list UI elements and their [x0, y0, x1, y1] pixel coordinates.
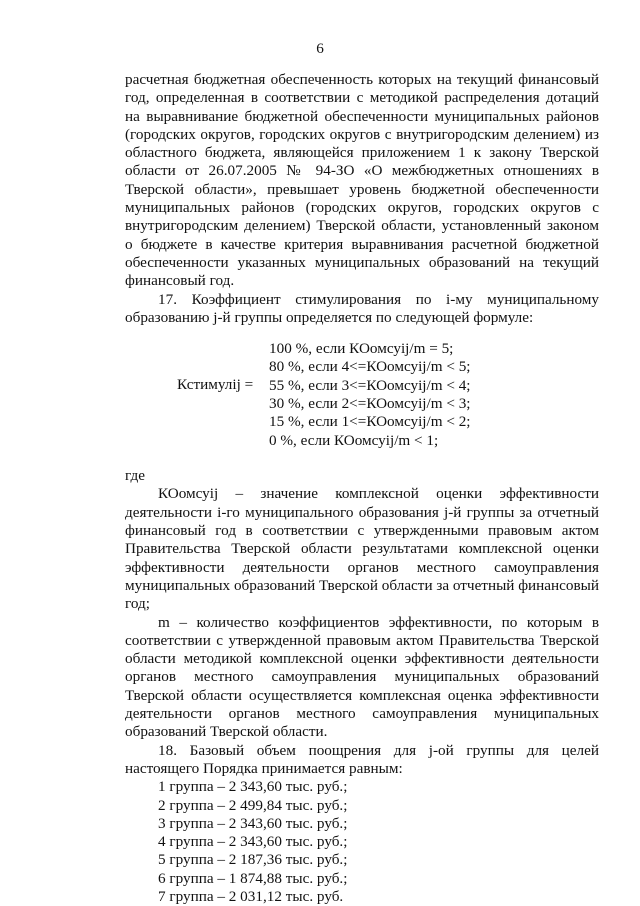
group-item: 1 группа – 2 343,60 тыс. руб.; — [158, 778, 348, 796]
where-label: где — [125, 467, 145, 485]
group-item: 2 группа – 2 499,84 тыс. руб.; — [158, 796, 348, 814]
formula-case: 15 %, если 1<=КОомсуij/m < 2; — [269, 413, 471, 431]
formula-case: 80 %, если 4<=КОомсуij/m < 5; — [269, 358, 471, 376]
group-item: 6 группа – 1 874,88 тыс. руб.; — [158, 869, 348, 887]
page-number: 6 — [316, 40, 324, 57]
formula-case: 100 %, если КОомсуij/m = 5; — [269, 340, 454, 358]
formula-lhs: Кстимулij = — [177, 376, 254, 394]
group-list — [125, 778, 599, 906]
paragraph-intro: расчетная бюджетная обеспеченность которых на текущий финансовый год, определенная в соответствии с методикой распределения дотаций на выравнивание бюджетной обеспеченности муниципальных районов (городских округов, городских округов с внутригородским делением) из областного бюджета, являющейся приложением 1 к закону Тверской области от 26.07.2005 № 94-ЗО «О межбюджетных отношениях в Тверской области», превышает уровень бюджетной обеспеченности муниципальных районов (городских округов, городских округов с внутригородским делением) Тверской области, установленный законом о бюджете в качестве критерия выравнивания расчетной бюджетной обеспеченности указанных муниципальных образований на текущий финансовый год. — [125, 71, 599, 290]
group-item: 3 группа – 2 343,60 тыс. руб.; — [158, 814, 348, 832]
formula-case: 30 %, если 2<=КОомсуij/m < 3; — [269, 395, 471, 413]
definition-m: m – количество коэффициентов эффективности, по которым в соответствии с утвержденной правовым актом Правительства Тверской области методикой комплексной оценки эффективности деятельности органов местного самоуправления муниципальных образований Тверской области осуществляется комплексная оценка эффективности деятельности органов местного самоуправления муниципальных образований Тверской области. — [125, 613, 599, 741]
formula-cases — [269, 340, 471, 450]
paragraph-18: 18. Базовый объем поощрения для j-ой группы для целей настоящего Порядка принимается равным: — [125, 741, 599, 777]
definition-koomsu: КОомсуij – значение комплексной оценки эффективности деятельности i-го муниципального образования j-й группы за отчетный финансовый год в соответствии с утвержденными правовым актом Правительства Тверской области результатами комплексной оценки эффективности деятельности органов местного самоуправления муниципальных образований Тверской области за отчетный финансовый год; — [125, 485, 600, 613]
paragraph-17: 17. Коэффициент стимулирования по i-му муниципальному образованию j-й группы определяется по следующей формуле: — [125, 290, 599, 326]
formula-case: 0 %, если КОомсуij/m < 1; — [269, 431, 439, 449]
group-item: 7 группа – 2 031,12 тыс. руб. — [158, 887, 344, 905]
formula-block — [125, 341, 599, 449]
formula-case: 55 %, если 3<=КОомсуij/m < 4; — [269, 376, 471, 394]
group-item: 4 группа – 2 343,60 тыс. руб.; — [158, 833, 348, 851]
document-body — [125, 71, 599, 906]
group-item: 5 группа – 2 187,36 тыс. руб.; — [158, 851, 348, 869]
